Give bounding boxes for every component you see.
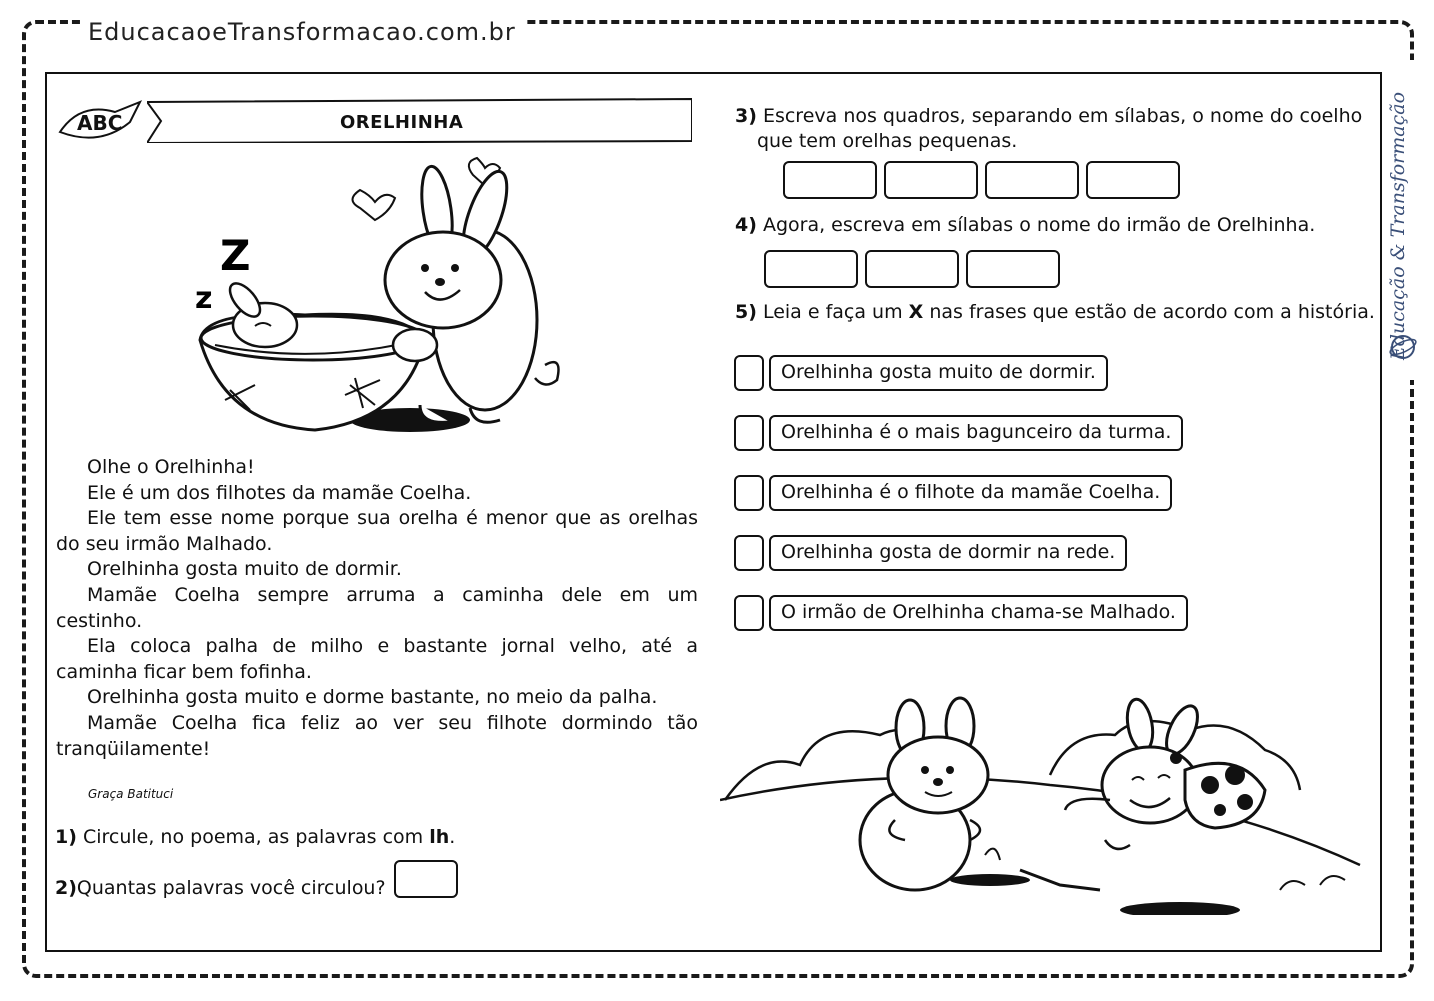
story-line: Orelhinha gosta muito de dormir. bbox=[87, 558, 402, 581]
sentence-option: Orelhinha é o mais bagunceiro da turma. bbox=[769, 415, 1183, 451]
question-2-text: Quantas palavras você circulou? bbox=[76, 877, 386, 899]
question-5 bbox=[735, 301, 1375, 323]
vertical-brand-text: Educação & Transformação bbox=[1387, 91, 1409, 360]
story-text bbox=[56, 455, 698, 762]
question-3-number: 3) bbox=[735, 105, 757, 127]
story-line: Olhe o Orelhinha! bbox=[87, 456, 255, 478]
story-line: Ela coloca palha de milho e bastante jornal velho, até a caminha ficar bem fofinha. bbox=[56, 635, 698, 683]
abc-letters: ABC bbox=[77, 111, 123, 135]
story-line: Mamãe Coelha fica feliz ao ver seu filhote dormindo tão tranqüilamente! bbox=[56, 711, 698, 760]
sentence-option: Orelhinha é o filhote da mamãe Coelha. bbox=[769, 475, 1172, 511]
question-5-mark: X bbox=[908, 301, 924, 323]
syllable-box[interactable] bbox=[966, 250, 1060, 288]
checkbox-sentence-2[interactable] bbox=[734, 415, 764, 451]
checkbox-sentence-3[interactable] bbox=[734, 475, 764, 511]
question-5-text: Leia e faça um bbox=[762, 301, 903, 323]
abc-logo-icon bbox=[55, 92, 150, 152]
question-1-emphasis: lh bbox=[429, 826, 450, 848]
question-3-text: Escreva nos quadros, separando em sílabas, o nome do coelho bbox=[762, 105, 1363, 127]
sentence-option: Orelhinha gosta de dormir na rede. bbox=[769, 535, 1127, 571]
checkbox-sentence-4[interactable] bbox=[734, 535, 764, 571]
globe-logo-icon bbox=[1388, 332, 1418, 362]
syllable-box[interactable] bbox=[865, 250, 959, 288]
two-rabbits-illustration bbox=[720, 690, 1365, 915]
question-2 bbox=[55, 877, 386, 899]
syllable-box[interactable] bbox=[764, 250, 858, 288]
answer-box-count[interactable] bbox=[394, 860, 458, 898]
worksheet-title: ORELHINHA bbox=[340, 112, 464, 133]
question-5-text-end: nas frases que estão de acordo com a história. bbox=[929, 301, 1375, 323]
site-url[interactable]: EducacaoeTransformacao.com.br bbox=[80, 18, 524, 46]
question-5-number: 5) bbox=[735, 301, 757, 323]
checkbox-sentence-1[interactable] bbox=[734, 355, 764, 391]
syllable-box[interactable] bbox=[1086, 161, 1180, 199]
story-line: Ele é um dos filhotes da mamãe Coelha. bbox=[87, 481, 472, 504]
checkbox-sentence-5[interactable] bbox=[734, 595, 764, 631]
question-1-number: 1) bbox=[55, 826, 77, 848]
story-author: Graça Batituci bbox=[88, 787, 174, 801]
sleep-z-small: z bbox=[195, 281, 213, 316]
question-1 bbox=[55, 826, 455, 848]
question-1-text: Circule, no poema, as palavras com bbox=[82, 826, 424, 848]
sleep-z-large: Z bbox=[220, 231, 251, 280]
rabbit-basket-illustration bbox=[185, 150, 565, 440]
question-2-number: 2) bbox=[55, 877, 77, 899]
story-line: Orelhinha gosta muito e dorme bastante, no meio da palha. bbox=[87, 686, 658, 709]
syllable-box[interactable] bbox=[783, 161, 877, 199]
question-4 bbox=[735, 214, 1315, 236]
question-3-text-cont: que tem orelhas pequenas. bbox=[757, 130, 1018, 152]
story-line: Mamãe Coelha sempre arruma a caminha dele em um cestinho. bbox=[56, 583, 698, 632]
syllable-box[interactable] bbox=[985, 161, 1079, 199]
question-3 bbox=[735, 104, 1362, 154]
question-1-end: . bbox=[449, 826, 456, 848]
question-4-number: 4) bbox=[735, 214, 757, 236]
sentence-option: Orelhinha gosta muito de dormir. bbox=[769, 355, 1108, 391]
sentence-option: O irmão de Orelhinha chama-se Malhado. bbox=[769, 595, 1188, 631]
syllable-box[interactable] bbox=[884, 161, 978, 199]
story-line: Ele tem esse nome porque sua orelha é menor que as orelhas do seu irmão Malhado. bbox=[56, 507, 698, 555]
question-4-text: Agora, escreva em sílabas o nome do irmão de Orelhinha. bbox=[762, 214, 1316, 236]
